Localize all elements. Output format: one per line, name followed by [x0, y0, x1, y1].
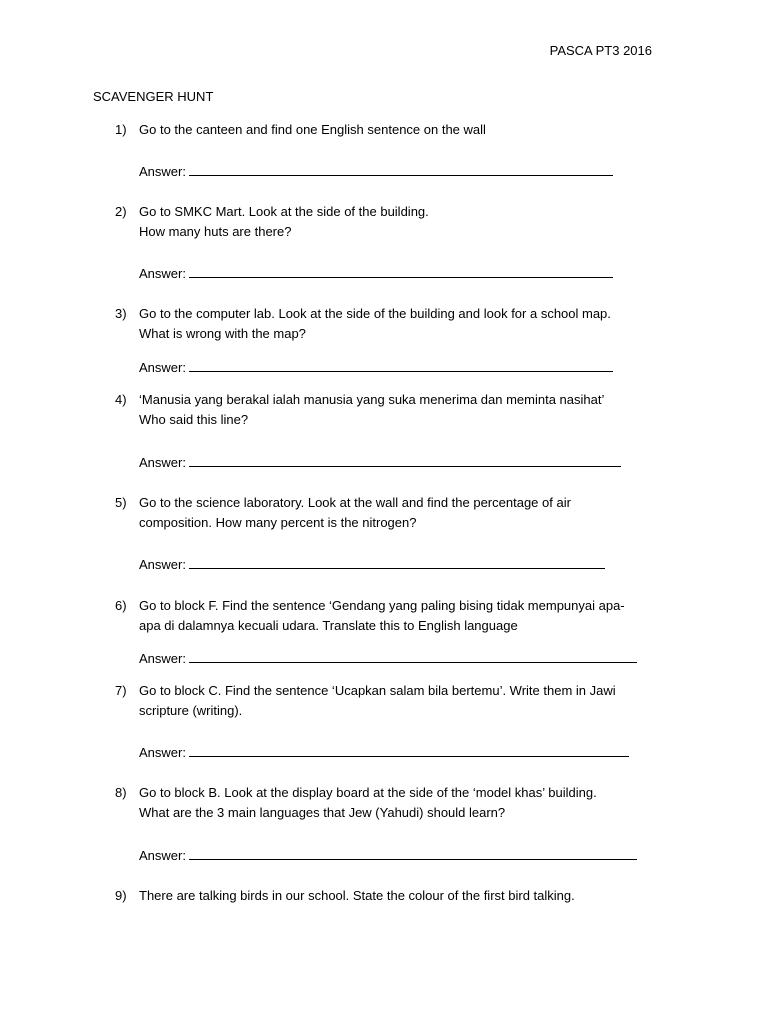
exam-code: PASCA PT3 2016: [549, 43, 652, 58]
answer-label: Answer:: [139, 455, 186, 470]
answer-blank[interactable]: [189, 742, 629, 757]
page-title: SCAVENGER HUNT: [93, 89, 214, 104]
question-text: [139, 783, 669, 823]
answer-blank[interactable]: [189, 452, 621, 467]
question-line: Go to SMKC Mart. Look at the side of the building.: [139, 204, 429, 219]
answer-row: [139, 357, 613, 378]
answer-blank[interactable]: [189, 845, 637, 860]
question-number: 3): [115, 306, 127, 321]
question-line: There are talking birds in our school. State the colour of the first bird talking.: [139, 888, 575, 903]
question-text: [139, 681, 669, 721]
question-line: Go to the science laboratory. Look at the wall and find the percentage of air: [139, 495, 571, 510]
answer-label: Answer:: [139, 745, 186, 760]
question-text: [139, 304, 669, 344]
question-line: ‘Manusia yang berakal ialah manusia yang suka menerima dan meminta nasihat’: [139, 392, 605, 407]
answer-blank[interactable]: [189, 161, 613, 176]
question-line: Go to block B. Look at the display board at the side of the ‘model khas’ building.: [139, 785, 597, 800]
question-number: 9): [115, 888, 127, 903]
answer-blank[interactable]: [189, 263, 613, 278]
answer-row: [139, 161, 613, 182]
question-line: Go to block C. Find the sentence ‘Ucapkan salam bila bertemu’. Write them in Jawi: [139, 683, 616, 698]
answer-row: [139, 648, 637, 669]
question-number: 6): [115, 598, 127, 613]
question-text: [139, 596, 669, 636]
question-line: Who said this line?: [139, 412, 249, 427]
question-line: Go to the computer lab. Look at the side of the building and look for a school map.: [139, 306, 611, 321]
question-number: 5): [115, 495, 127, 510]
answer-row: [139, 452, 621, 473]
question-line: Go to block F. Find the sentence ‘Gendang yang paling bising tidak mempunyai apa-: [139, 598, 625, 613]
question-text: [139, 886, 669, 906]
answer-label: Answer:: [139, 651, 186, 666]
question-line: What is wrong with the map?: [139, 326, 306, 341]
question-number: 4): [115, 392, 127, 407]
question-text: [139, 202, 669, 242]
question-line: What are the 3 main languages that Jew (Yahudi) should learn?: [139, 805, 506, 820]
answer-label: Answer:: [139, 266, 186, 281]
question-line: apa di dalamnya kecuali udara. Translate this to English language: [139, 618, 518, 633]
question-number: 8): [115, 785, 127, 800]
question-text: [139, 493, 669, 533]
question-line: scripture (writing).: [139, 703, 243, 718]
answer-row: [139, 263, 613, 284]
answer-row: [139, 554, 605, 575]
question-text: [139, 120, 669, 140]
question-number: 7): [115, 683, 127, 698]
answer-label: Answer:: [139, 360, 186, 375]
answer-blank[interactable]: [189, 357, 613, 372]
answer-row: [139, 845, 637, 866]
answer-blank[interactable]: [189, 554, 605, 569]
question-line: Go to the canteen and find one English sentence on the wall: [139, 122, 486, 137]
question-line: How many huts are there?: [139, 224, 292, 239]
question-number: 1): [115, 122, 127, 137]
answer-blank[interactable]: [189, 648, 637, 663]
question-number: 2): [115, 204, 127, 219]
question-text: [139, 390, 669, 430]
answer-label: Answer:: [139, 848, 186, 863]
answer-row: [139, 742, 629, 763]
question-line: composition. How many percent is the nitrogen?: [139, 515, 417, 530]
answer-label: Answer:: [139, 557, 186, 572]
answer-label: Answer:: [139, 164, 186, 179]
